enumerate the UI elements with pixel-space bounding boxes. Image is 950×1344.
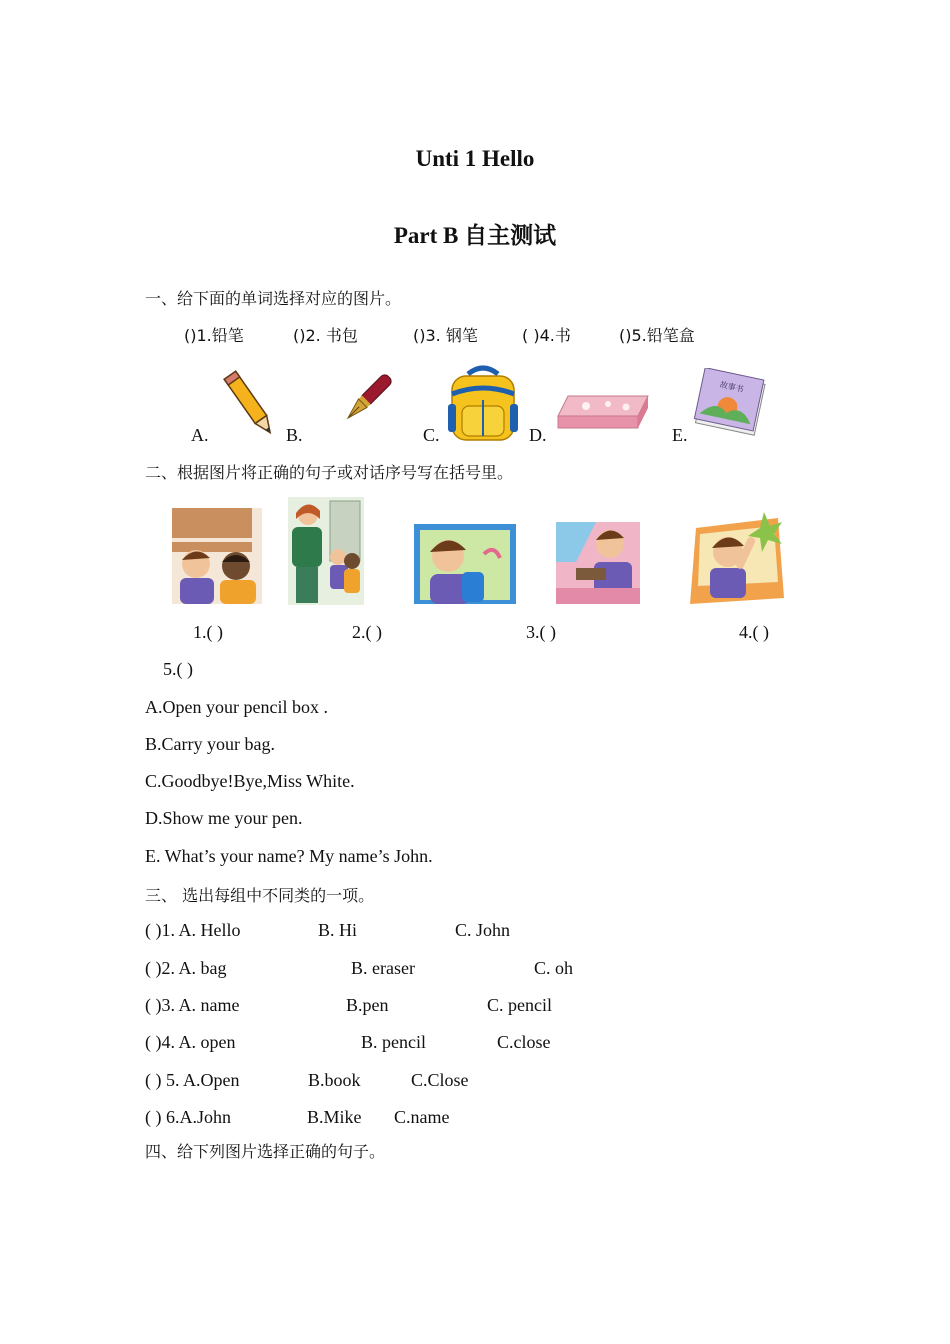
sentence-c: C.Goodbye!Bye,Miss White.	[145, 771, 355, 791]
sentence-b: B.Carry your bag.	[145, 734, 275, 754]
section3-heading: 三、 选出每组中不同类的一项。	[145, 886, 375, 905]
section4-heading: 四、给下列图片选择正确的句子。	[145, 1142, 386, 1161]
blank-5[interactable]: 5.( )	[163, 659, 193, 679]
blank-3[interactable]: 3.( )	[526, 622, 556, 642]
section1-item-3: ()3. 钢笔	[413, 326, 478, 345]
blank-1[interactable]: 1.( )	[193, 622, 223, 642]
option-label-a: A.	[191, 425, 209, 445]
section1-item-2: ()2. 书包	[293, 326, 358, 345]
q6-choice-b: B.Mike	[307, 1107, 362, 1127]
q5-choice-b: B.book	[308, 1070, 361, 1090]
section1-item-1: ()1.铅笔	[184, 326, 244, 345]
q4-choice-a: ( )4. A. open	[145, 1032, 236, 1052]
pencil-image	[222, 366, 282, 444]
option-label-b: B.	[286, 425, 303, 445]
q6-choice-a: ( ) 6.A.John	[145, 1107, 231, 1127]
backpack-image	[446, 364, 520, 444]
page-title: Unti 1 Hello	[415, 146, 535, 171]
section1-item-5: ()5.铅笔盒	[619, 326, 695, 345]
q2-choice-b: B. eraser	[351, 958, 415, 978]
fountain-pen-image	[338, 370, 396, 428]
q5-choice-a: ( ) 5. A.Open	[145, 1070, 240, 1090]
section2-heading: 二、根据图片将正确的句子或对话序号写在括号里。	[145, 463, 514, 482]
scene-carry-bag-image	[414, 524, 516, 604]
q1-choice-a: ( )1. A. Hello	[145, 920, 241, 940]
q3-choice-c: C. pencil	[487, 995, 552, 1015]
q4-choice-c: C.close	[497, 1032, 551, 1052]
storybook-image	[692, 368, 772, 442]
sentence-a: A.Open your pencil box .	[145, 697, 328, 717]
q2-choice-a: ( )2. A. bag	[145, 958, 227, 978]
q5-choice-c: C.Close	[411, 1070, 469, 1090]
option-label-e: E.	[672, 425, 688, 445]
q3-choice-b: B.pen	[346, 995, 389, 1015]
sentence-e: E. What’s your name? My name’s John.	[145, 846, 433, 866]
section1-heading: 一、给下面的单词选择对应的图片。	[145, 289, 402, 308]
pencil-box-image	[556, 392, 650, 432]
q6-choice-c: C.name	[394, 1107, 450, 1127]
option-label-d: D.	[529, 425, 547, 445]
q1-choice-c: C. John	[455, 920, 511, 940]
scene-open-pencil-box-image	[556, 522, 640, 604]
q3-choice-a: ( )3. A. name	[145, 995, 240, 1015]
blank-4[interactable]: 4.( )	[739, 622, 769, 642]
scene-boy-waving-image	[690, 512, 784, 604]
q1-choice-b: B. Hi	[318, 920, 358, 940]
q4-choice-b: B. pencil	[361, 1032, 426, 1052]
page-subtitle: Part B 自主测试	[393, 223, 557, 248]
section1-item-4: ( )4.书	[522, 326, 571, 345]
blank-2[interactable]: 2.( )	[352, 622, 382, 642]
q2-choice-c: C. oh	[534, 958, 574, 978]
sentence-d: D.Show me your pen.	[145, 808, 303, 828]
storybook-cover-text: 故事书	[719, 380, 745, 394]
scene-two-boys-image	[172, 508, 262, 604]
scene-teacher-goodbye-image	[288, 497, 364, 605]
option-label-c: C.	[423, 425, 440, 445]
